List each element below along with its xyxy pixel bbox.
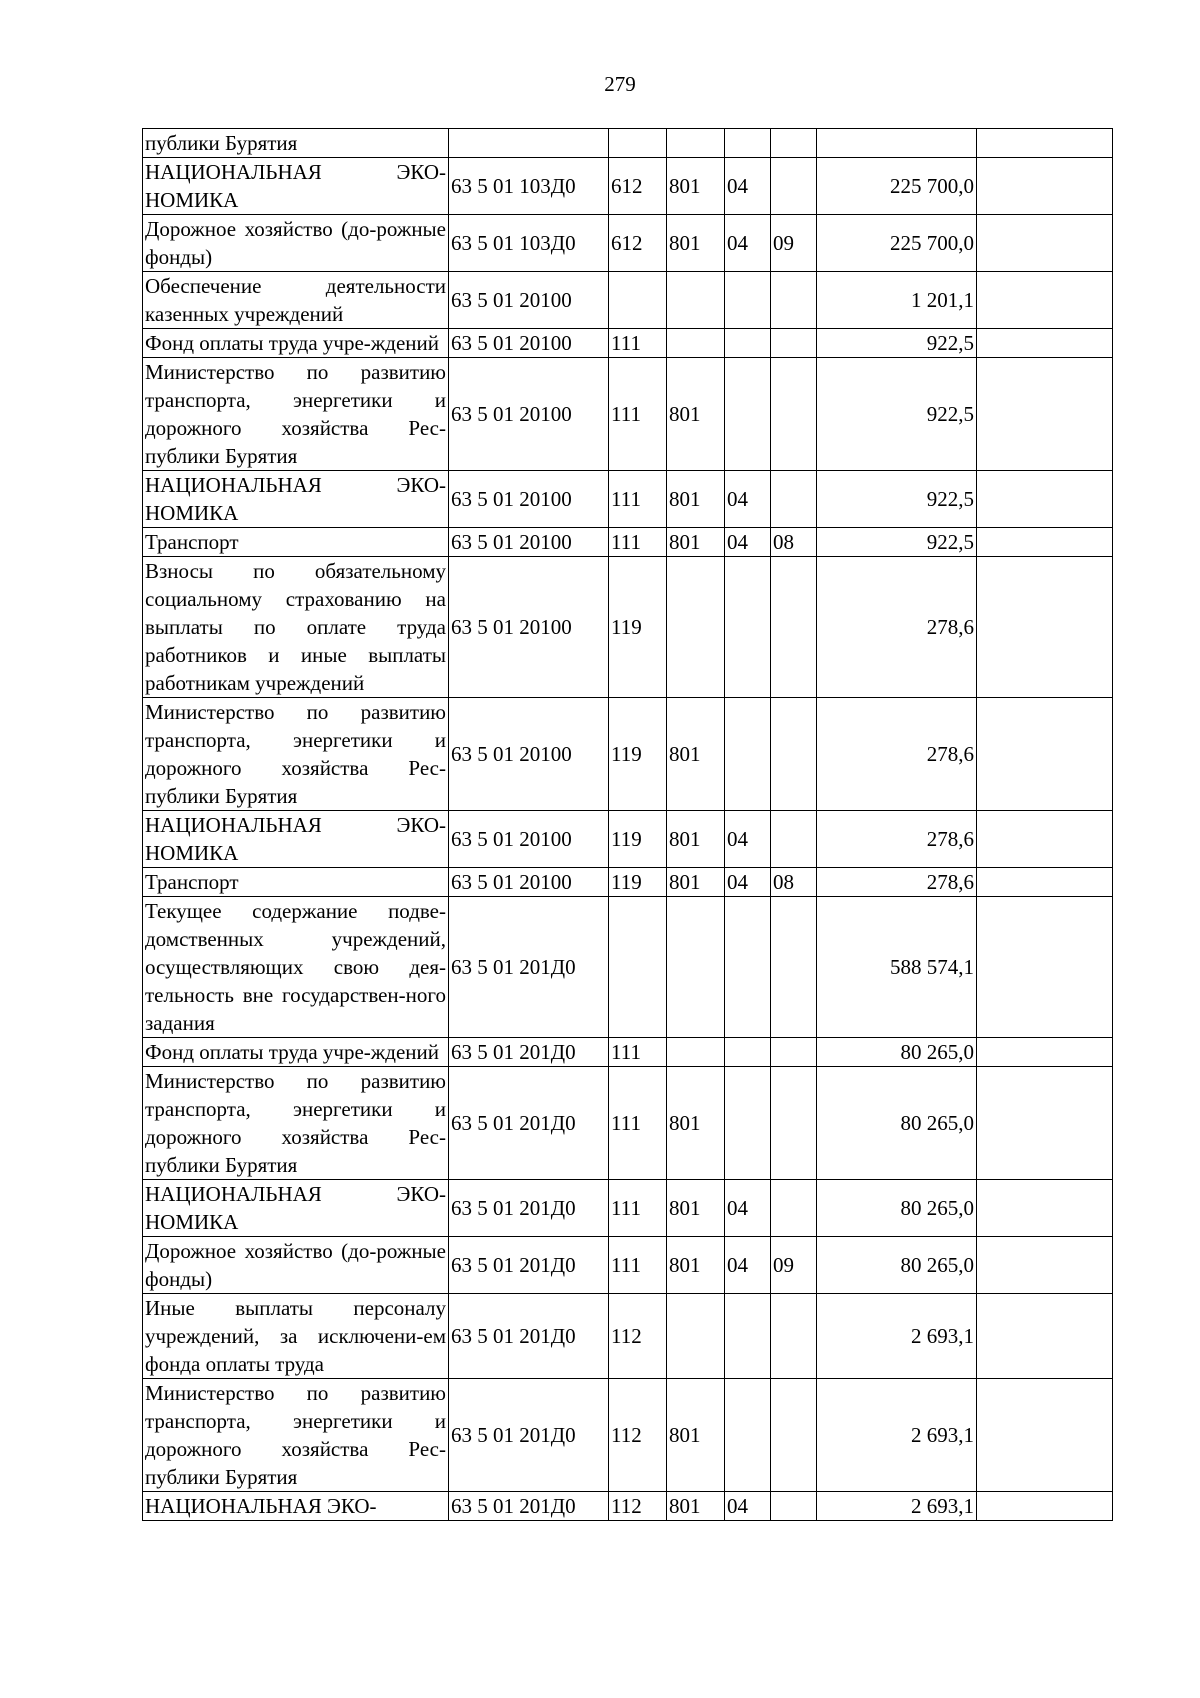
row-code-cell: 63 5 01 201Д0 <box>449 1294 609 1379</box>
row-code-cell: 63 5 01 201Д0 <box>449 1180 609 1237</box>
row-subsection-cell <box>771 698 817 811</box>
row-section-cell <box>725 1379 771 1492</box>
row-code-cell <box>449 129 609 158</box>
table-row <box>143 1492 1113 1521</box>
table-row <box>143 1379 1113 1492</box>
row-amount-cell: 2 693,1 <box>817 1379 977 1492</box>
row-expense-type-cell: 119 <box>609 557 667 698</box>
row-code-cell: 63 5 01 20100 <box>449 471 609 528</box>
row-extra-cell <box>977 1492 1113 1521</box>
row-section-cell: 04 <box>725 158 771 215</box>
row-amount-cell: 278,6 <box>817 557 977 698</box>
row-ministry-cell: 801 <box>667 1180 725 1237</box>
table-row <box>143 868 1113 897</box>
row-amount-cell: 80 265,0 <box>817 1067 977 1180</box>
row-subsection-cell: 08 <box>771 868 817 897</box>
row-name-cell: НАЦИОНАЛЬНАЯ ЭКО-НОМИКА <box>143 1180 449 1237</box>
row-subsection-cell <box>771 1038 817 1067</box>
row-code-cell: 63 5 01 201Д0 <box>449 1379 609 1492</box>
row-section-cell: 04 <box>725 471 771 528</box>
row-amount-cell: 2 693,1 <box>817 1492 977 1521</box>
row-expense-type-cell: 111 <box>609 1180 667 1237</box>
row-name-cell: Дорожное хозяйство (до-рожные фонды) <box>143 215 449 272</box>
row-extra-cell <box>977 471 1113 528</box>
row-ministry-cell: 801 <box>667 1379 725 1492</box>
row-ministry-cell: 801 <box>667 698 725 811</box>
row-subsection-cell <box>771 811 817 868</box>
row-subsection-cell <box>771 329 817 358</box>
row-subsection-cell: 08 <box>771 528 817 557</box>
row-amount-cell: 80 265,0 <box>817 1180 977 1237</box>
row-name-cell: Взносы по обязательному социальному страхованию на выплаты по оплате труда работников и иные выплаты работникам учреждений <box>143 557 449 698</box>
row-ministry-cell <box>667 897 725 1038</box>
row-extra-cell <box>977 158 1113 215</box>
budget-table <box>142 128 1113 1521</box>
table-row <box>143 329 1113 358</box>
row-ministry-cell <box>667 1294 725 1379</box>
row-code-cell: 63 5 01 201Д0 <box>449 897 609 1038</box>
row-name-cell: Фонд оплаты труда учре-ждений <box>143 1038 449 1067</box>
row-section-cell <box>725 1038 771 1067</box>
row-section-cell <box>725 1294 771 1379</box>
row-expense-type-cell: 112 <box>609 1379 667 1492</box>
row-section-cell <box>725 329 771 358</box>
row-code-cell: 63 5 01 20100 <box>449 698 609 811</box>
row-extra-cell <box>977 1180 1113 1237</box>
row-name-cell: Министерство по развитию транспорта, энергетики и дорожного хозяйства Рес-публики Бурятия <box>143 698 449 811</box>
row-section-cell: 04 <box>725 1180 771 1237</box>
table-row <box>143 557 1113 698</box>
row-ministry-cell: 801 <box>667 1492 725 1521</box>
table-row <box>143 129 1113 158</box>
row-expense-type-cell: 612 <box>609 158 667 215</box>
row-section-cell <box>725 129 771 158</box>
row-subsection-cell <box>771 358 817 471</box>
row-amount-cell: 278,6 <box>817 811 977 868</box>
row-section-cell: 04 <box>725 528 771 557</box>
row-subsection-cell <box>771 897 817 1038</box>
row-name-cell: НАЦИОНАЛЬНАЯ ЭКО- <box>143 1492 449 1521</box>
row-ministry-cell <box>667 329 725 358</box>
row-ministry-cell: 801 <box>667 215 725 272</box>
row-extra-cell <box>977 272 1113 329</box>
row-code-cell: 63 5 01 20100 <box>449 528 609 557</box>
row-ministry-cell: 801 <box>667 1067 725 1180</box>
table-row <box>143 215 1113 272</box>
row-expense-type-cell: 119 <box>609 698 667 811</box>
table-body <box>143 129 1113 1521</box>
row-subsection-cell <box>771 1180 817 1237</box>
row-subsection-cell <box>771 272 817 329</box>
row-subsection-cell <box>771 129 817 158</box>
row-amount-cell <box>817 129 977 158</box>
row-subsection-cell <box>771 1379 817 1492</box>
row-code-cell: 63 5 01 20100 <box>449 557 609 698</box>
table-row <box>143 897 1113 1038</box>
row-section-cell <box>725 698 771 811</box>
row-amount-cell: 922,5 <box>817 358 977 471</box>
row-expense-type-cell: 112 <box>609 1294 667 1379</box>
row-expense-type-cell: 111 <box>609 329 667 358</box>
row-name-cell: Обеспечение деятельности казенных учреждений <box>143 272 449 329</box>
row-subsection-cell: 09 <box>771 1237 817 1294</box>
table-row <box>143 158 1113 215</box>
row-code-cell: 63 5 01 20100 <box>449 358 609 471</box>
row-code-cell: 63 5 01 20100 <box>449 329 609 358</box>
table-row <box>143 471 1113 528</box>
row-extra-cell <box>977 528 1113 557</box>
row-extra-cell <box>977 358 1113 471</box>
row-section-cell: 04 <box>725 1492 771 1521</box>
row-ministry-cell: 801 <box>667 868 725 897</box>
table-row <box>143 1180 1113 1237</box>
row-amount-cell: 922,5 <box>817 329 977 358</box>
table-row <box>143 528 1113 557</box>
row-extra-cell <box>977 329 1113 358</box>
row-amount-cell: 278,6 <box>817 698 977 811</box>
row-ministry-cell <box>667 129 725 158</box>
row-ministry-cell: 801 <box>667 1237 725 1294</box>
row-ministry-cell <box>667 1038 725 1067</box>
table-row <box>143 1038 1113 1067</box>
row-expense-type-cell: 111 <box>609 528 667 557</box>
table-row <box>143 1294 1113 1379</box>
row-section-cell <box>725 897 771 1038</box>
row-code-cell: 63 5 01 201Д0 <box>449 1038 609 1067</box>
row-expense-type-cell: 119 <box>609 811 667 868</box>
row-expense-type-cell: 111 <box>609 358 667 471</box>
row-code-cell: 63 5 01 20100 <box>449 811 609 868</box>
row-expense-type-cell <box>609 897 667 1038</box>
row-code-cell: 63 5 01 20100 <box>449 272 609 329</box>
row-name-cell: НАЦИОНАЛЬНАЯ ЭКО-НОМИКА <box>143 471 449 528</box>
table-row <box>143 1067 1113 1180</box>
row-extra-cell <box>977 811 1113 868</box>
row-expense-type-cell: 111 <box>609 1038 667 1067</box>
row-extra-cell <box>977 1067 1113 1180</box>
row-amount-cell: 2 693,1 <box>817 1294 977 1379</box>
row-amount-cell: 922,5 <box>817 528 977 557</box>
row-name-cell: Транспорт <box>143 868 449 897</box>
row-section-cell: 04 <box>725 1237 771 1294</box>
row-ministry-cell <box>667 557 725 698</box>
row-expense-type-cell: 111 <box>609 1067 667 1180</box>
row-subsection-cell <box>771 1067 817 1180</box>
row-name-cell: Иные выплаты персоналу учреждений, за исключени-ем фонда оплаты труда <box>143 1294 449 1379</box>
row-expense-type-cell <box>609 272 667 329</box>
row-extra-cell <box>977 868 1113 897</box>
table-row <box>143 1237 1113 1294</box>
row-section-cell: 04 <box>725 868 771 897</box>
row-name-cell: Текущее содержание подве-домственных учреждений, осуществляющих свою дея-тельность вне государствен-ного задания <box>143 897 449 1038</box>
row-subsection-cell: 09 <box>771 215 817 272</box>
row-section-cell <box>725 557 771 698</box>
row-extra-cell <box>977 129 1113 158</box>
row-code-cell: 63 5 01 201Д0 <box>449 1237 609 1294</box>
table-row <box>143 358 1113 471</box>
row-subsection-cell <box>771 557 817 698</box>
row-extra-cell <box>977 1237 1113 1294</box>
row-ministry-cell <box>667 272 725 329</box>
row-expense-type-cell: 111 <box>609 1237 667 1294</box>
page-number: 279 <box>604 72 636 96</box>
row-amount-cell: 1 201,1 <box>817 272 977 329</box>
row-amount-cell: 225 700,0 <box>817 215 977 272</box>
row-ministry-cell: 801 <box>667 811 725 868</box>
row-ministry-cell: 801 <box>667 358 725 471</box>
row-name-cell: НАЦИОНАЛЬНАЯ ЭКО-НОМИКА <box>143 811 449 868</box>
row-amount-cell: 80 265,0 <box>817 1038 977 1067</box>
row-ministry-cell: 801 <box>667 158 725 215</box>
row-section-cell <box>725 358 771 471</box>
row-name-cell: НАЦИОНАЛЬНАЯ ЭКО-НОМИКА <box>143 158 449 215</box>
row-name-cell: Министерство по развитию транспорта, энергетики и дорожного хозяйства Рес-публики Бурятия <box>143 358 449 471</box>
row-code-cell: 63 5 01 201Д0 <box>449 1067 609 1180</box>
row-name-cell: Дорожное хозяйство (до-рожные фонды) <box>143 1237 449 1294</box>
table-row <box>143 811 1113 868</box>
row-name-cell: Транспорт <box>143 528 449 557</box>
row-code-cell: 63 5 01 103Д0 <box>449 158 609 215</box>
row-section-cell <box>725 1067 771 1180</box>
row-extra-cell <box>977 1038 1113 1067</box>
row-name-cell: Фонд оплаты труда учре-ждений <box>143 329 449 358</box>
row-amount-cell: 80 265,0 <box>817 1237 977 1294</box>
row-extra-cell <box>977 557 1113 698</box>
row-section-cell: 04 <box>725 811 771 868</box>
row-expense-type-cell <box>609 129 667 158</box>
row-subsection-cell <box>771 1492 817 1521</box>
row-expense-type-cell: 111 <box>609 471 667 528</box>
row-expense-type-cell: 112 <box>609 1492 667 1521</box>
row-subsection-cell <box>771 1294 817 1379</box>
table-row <box>143 698 1113 811</box>
row-name-cell: Министерство по развитию транспорта, энергетики и дорожного хозяйства Рес-публики Бурятия <box>143 1067 449 1180</box>
row-extra-cell <box>977 215 1113 272</box>
row-section-cell: 04 <box>725 215 771 272</box>
row-name-cell: Министерство по развитию транспорта, энергетики и дорожного хозяйства Рес-публики Бурятия <box>143 1379 449 1492</box>
row-expense-type-cell: 119 <box>609 868 667 897</box>
row-ministry-cell: 801 <box>667 471 725 528</box>
row-name-cell: публики Бурятия <box>143 129 449 158</box>
row-amount-cell: 922,5 <box>817 471 977 528</box>
row-amount-cell: 278,6 <box>817 868 977 897</box>
row-extra-cell <box>977 1294 1113 1379</box>
row-section-cell <box>725 272 771 329</box>
row-extra-cell <box>977 1379 1113 1492</box>
row-code-cell: 63 5 01 20100 <box>449 868 609 897</box>
row-code-cell: 63 5 01 103Д0 <box>449 215 609 272</box>
row-ministry-cell: 801 <box>667 528 725 557</box>
row-code-cell: 63 5 01 201Д0 <box>449 1492 609 1521</box>
row-amount-cell: 588 574,1 <box>817 897 977 1038</box>
row-extra-cell <box>977 897 1113 1038</box>
row-extra-cell <box>977 698 1113 811</box>
row-subsection-cell <box>771 158 817 215</box>
table-row <box>143 272 1113 329</box>
row-subsection-cell <box>771 471 817 528</box>
row-amount-cell: 225 700,0 <box>817 158 977 215</box>
row-expense-type-cell: 612 <box>609 215 667 272</box>
